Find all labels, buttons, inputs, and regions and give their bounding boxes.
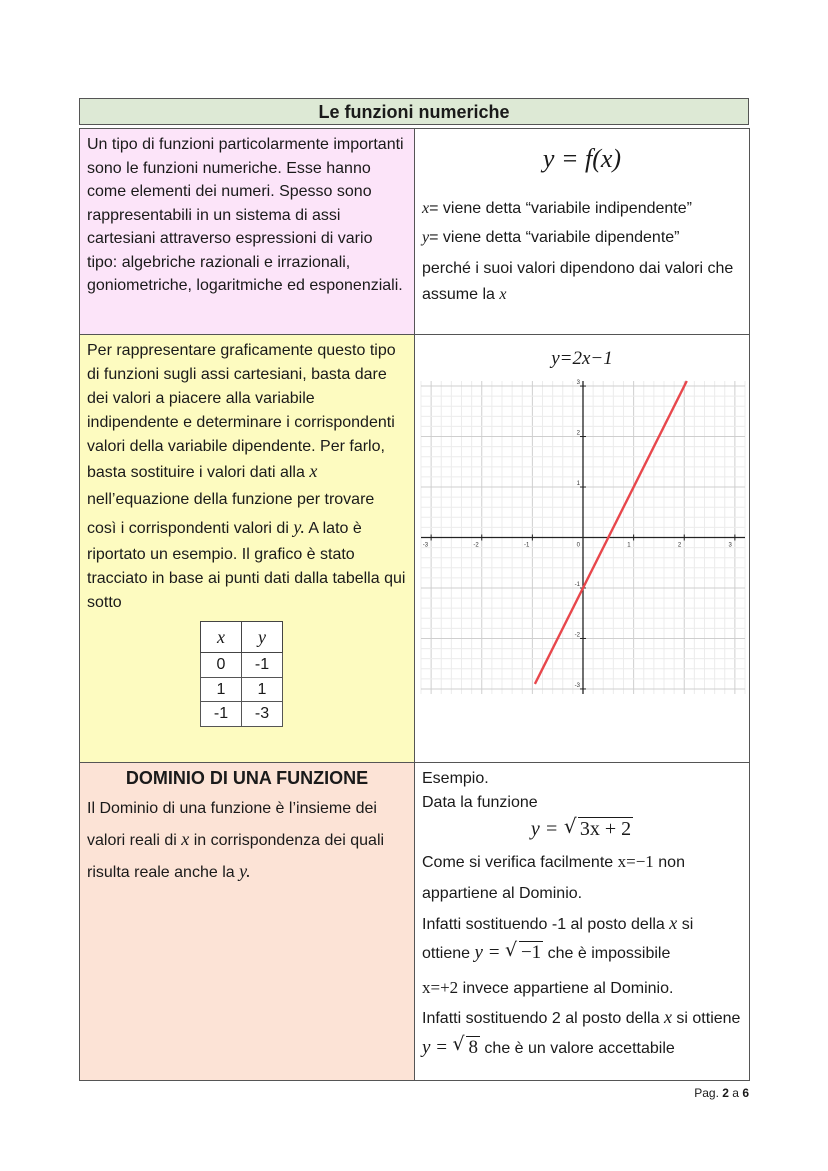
y-tick-label: -2 [574,631,580,638]
domain-cell [80,763,415,1081]
domain-heading: DOMINIO DI UNA FUNZIONE [125,768,369,788]
x-tick-label: 3 [728,542,732,548]
function-equation: y = f(x) [542,144,622,173]
table-row: 1 1 [201,677,283,702]
graph-explanation-text: Per rappresentare graficamente questo tipo di funzioni sugli assi cartesiani, basta dare dei valori a piacere alla variabile indipendente e determinare i corrispondenti valori della variabile dipendente. Per farlo, basta sostituire i valori dati alla x nell’equazione della funzione per trovare così i corrispondenti valori di y. A lato è riportato un esempio. Il grafico è stato tracciato in base ai punti dati dalla tabella qui sotto [87,342,406,611]
page-title: Le funzioni numeriche [79,98,749,125]
y-tick-label: 1 [576,480,580,487]
example-function: y = √ 3x + 2 [530,814,632,840]
function-graph [415,375,749,700]
content-table [79,128,750,1081]
x-tick-label: 0 [576,542,580,548]
x-tick-label: -2 [473,542,479,548]
y-tick-label: -1 [574,581,580,588]
values-table [200,621,283,727]
x-tick-label: 1 [627,542,631,548]
table-header-x: x [201,622,242,653]
y-tick-label: -3 [574,682,580,689]
document [79,98,749,1081]
sqrt-expression: √ −1 [504,938,542,963]
table-row: 0 -1 [201,653,283,678]
example-label: Esempio. [422,770,489,787]
intro-cell [80,129,415,335]
page-number: Pag. 2 a 6 [694,1086,749,1100]
intro-text: Un tipo di funzioni particolarmente importanti sono le funzioni numeriche. Esse hanno come elementi dei numeri. Spesso sono rappresentabili in un sistema di assi cartesiani attraverso espressioni di vario tipo: algebriche razionali e irrazionali, goniometriche, logaritmiche ed esponenziali. [87,136,404,294]
graph-title: y=2x−1 [551,348,613,369]
table-row: -1 -3 [201,702,283,727]
y-tick-label: 3 [576,379,580,386]
example-belongs: x=+2 invece appartiene al Dominio. [422,977,674,997]
example-substitution-2: Infatti sostituendo 2 al posto della x si ottiene y = √ 8 che è un valore accettabile [422,1003,742,1063]
sqrt-expression: √ 8 [452,1032,478,1058]
table-header-y: y [242,622,283,653]
definition-cell [415,129,750,335]
x-tick-label: -1 [524,542,530,548]
graph-explanation-cell [80,335,415,763]
example-substitution-1: Infatti sostituendo -1 al posto della x si ottiene y = √ −1 che è impossibile [422,909,742,968]
domain-definition: Il Dominio di una funzione è l’insieme dei valori reali di x in corrispondenza dei quali risulta reale anche la y. [87,799,385,881]
def-explanation: perché i suoi valori dipendono dai valori che assume la x [422,259,734,303]
graph-cell [415,335,750,763]
example-intro: Data la funzione [422,793,538,811]
def-dependent: y= viene detta “variabile dipendente” [422,229,680,246]
domain-example-cell [415,763,750,1081]
example-check: Come si verifica facilmente x=−1 non appartiene al Dominio. [422,851,685,902]
x-tick-label: -3 [422,542,429,548]
y-tick-label: 2 [576,430,580,437]
x-tick-label: 2 [677,542,682,548]
sqrt-expression: √ 3x + 2 [563,814,632,840]
def-independent: x= viene detta “variabile indipendente” [422,199,692,217]
